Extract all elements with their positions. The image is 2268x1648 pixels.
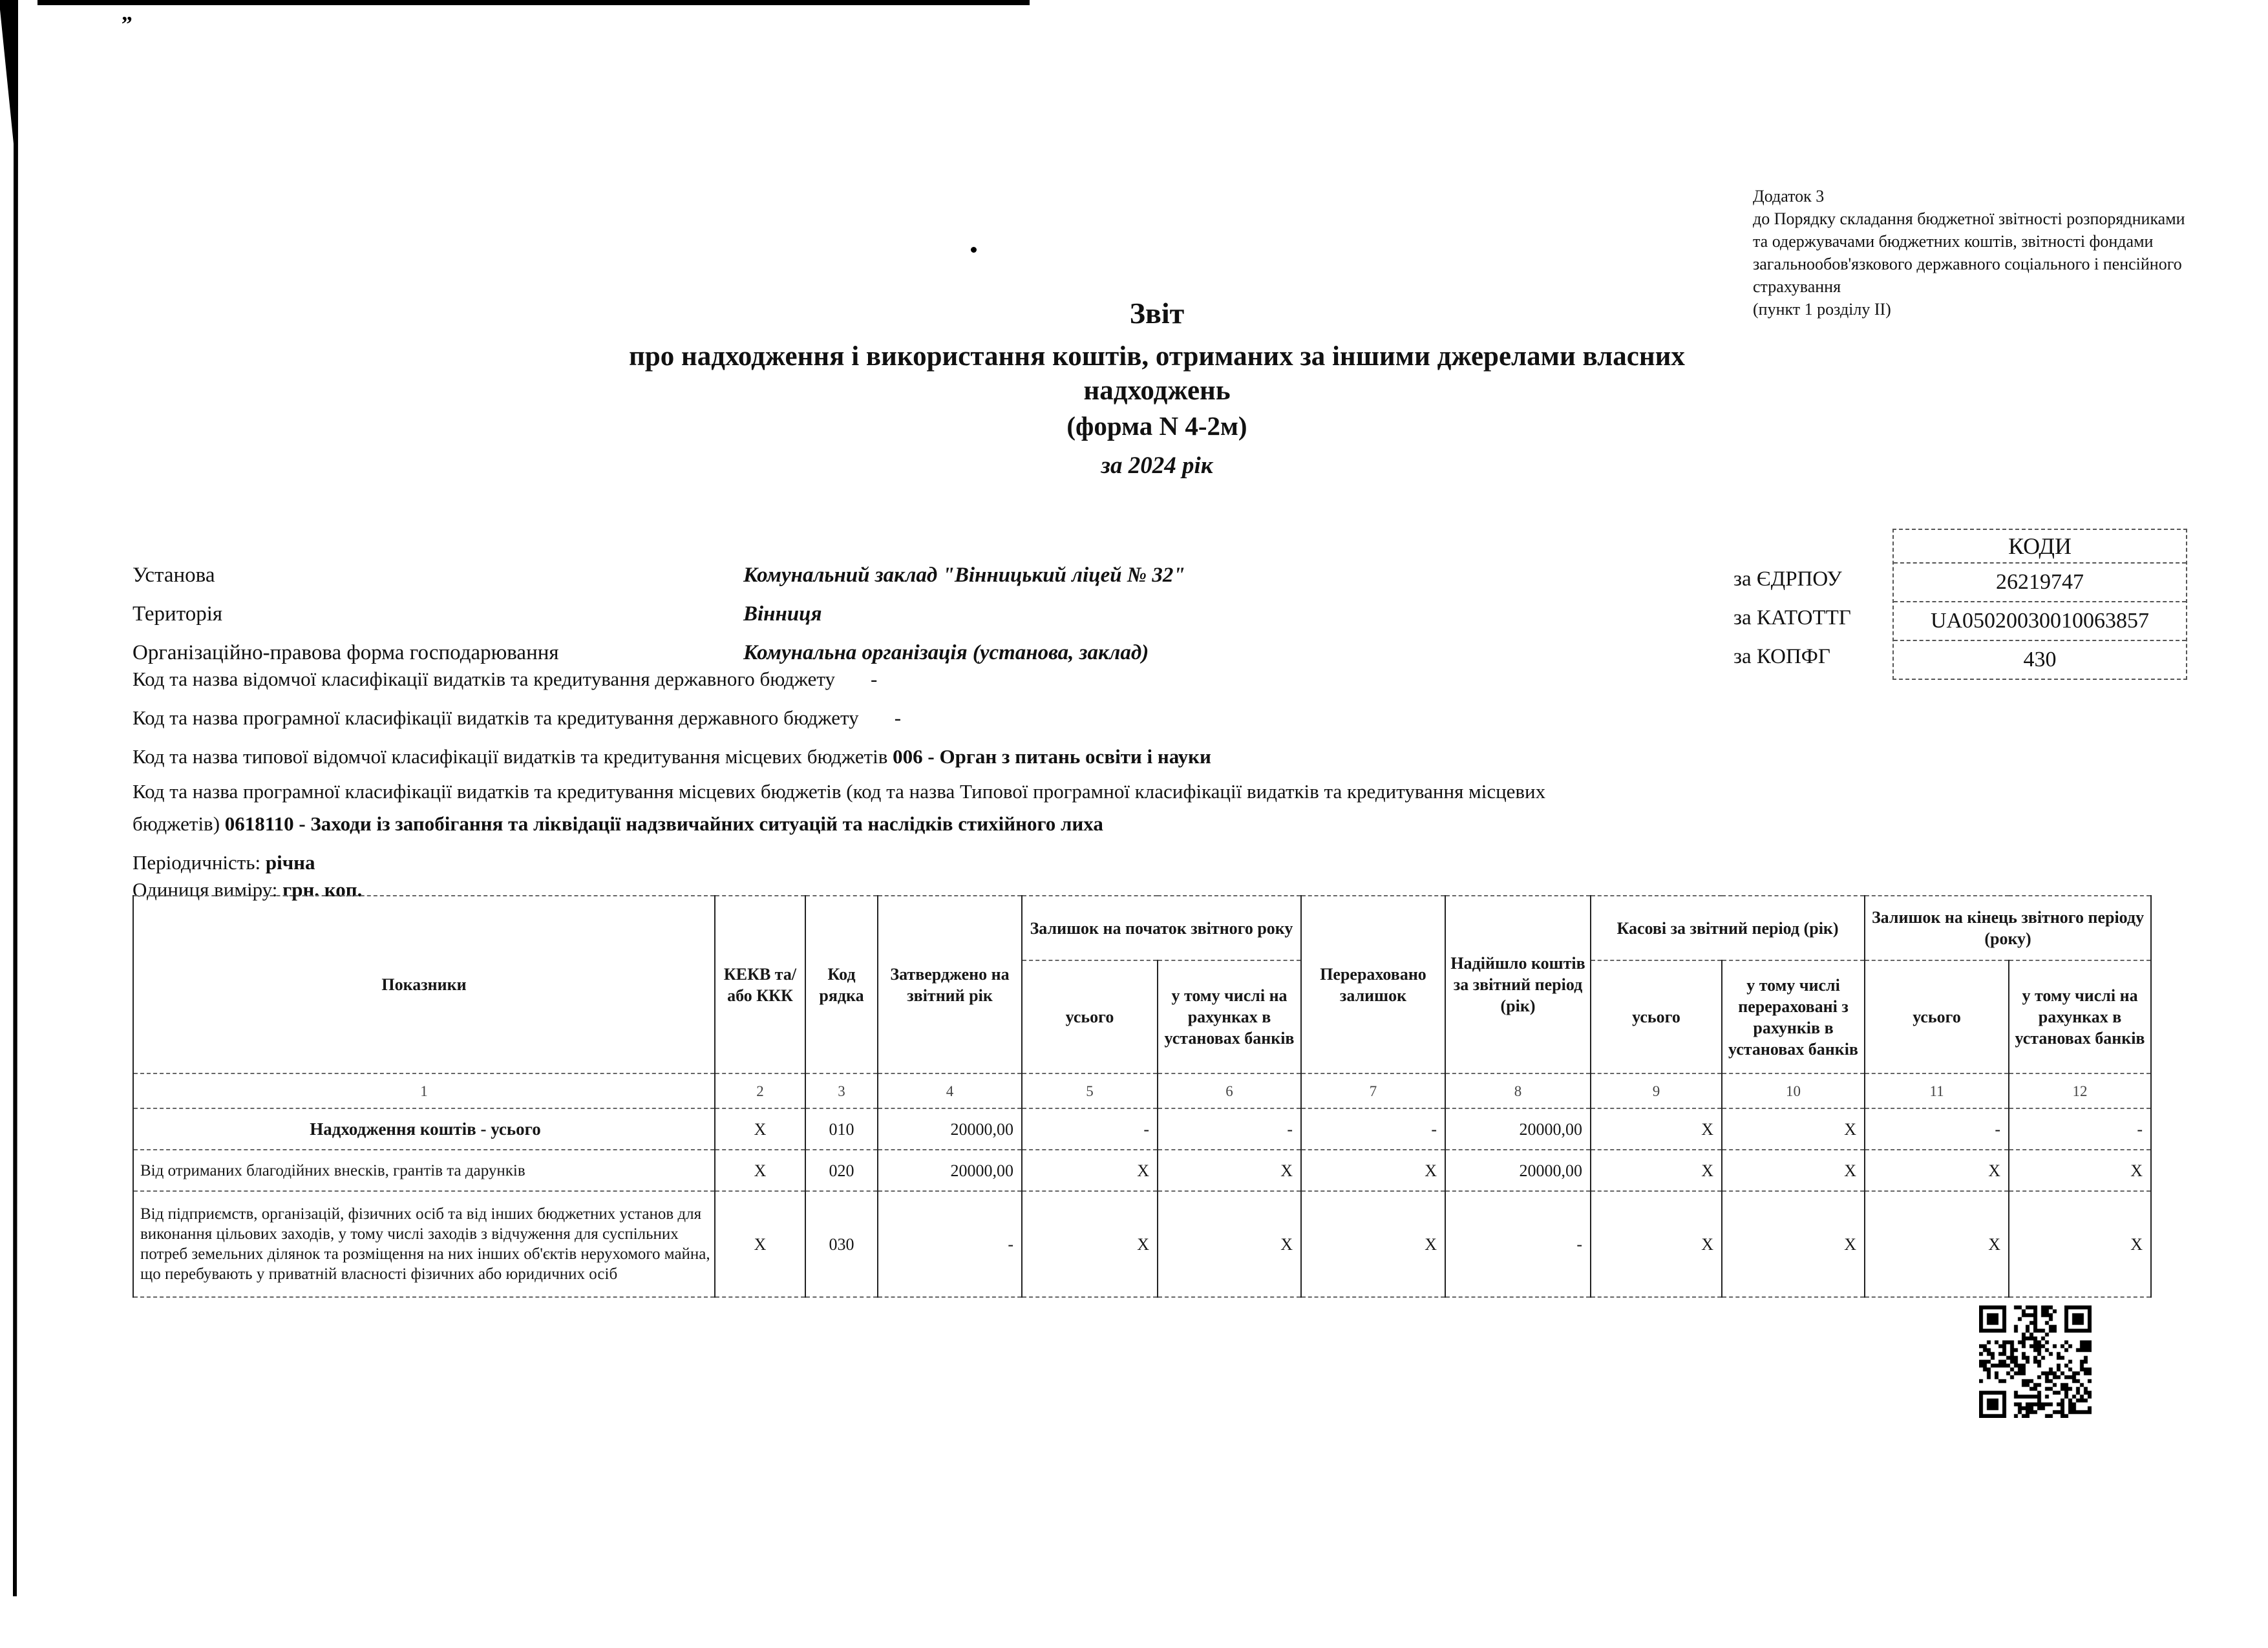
table-cell: X (1865, 1191, 2009, 1297)
scan-artifact-top-line (37, 0, 1030, 5)
classification-text: Код та назва програмної класифікації видатків та кредитування державного бюджету (132, 706, 859, 729)
scan-artifact-mark: „ (122, 1, 132, 25)
group-header-cash: Касові за звітний період (рік) (1591, 896, 1865, 960)
classification-value: - (871, 668, 878, 690)
katottg-value: UA05020030010063857 (1894, 601, 2186, 640)
col-header-transferred: Перераховано залишок (1301, 896, 1445, 1073)
title-form-number: (форма N 4-2м) (1066, 411, 1247, 441)
periodicity-label: Періодичність: (132, 851, 261, 874)
table-cell: 030 (805, 1191, 878, 1297)
table-cell: 010 (805, 1108, 878, 1150)
kopfg-label: за КОПФГ (1733, 645, 1830, 668)
table-cell: X (1722, 1108, 1865, 1150)
table-cell: X (1722, 1191, 1865, 1297)
table-cell: X (1591, 1150, 1722, 1191)
classification-text: Код та назва програмної класифікації видатків та кредитування місцевих бюджетів (код та назва Типової програмної класифікації видатків та кредитування місцевих бюджетів) (132, 780, 1546, 835)
col-header-incl-banks-end: у тому числі на рахунках в установах банків (2009, 960, 2151, 1073)
column-number: 7 (1301, 1073, 1445, 1108)
report-table (132, 895, 2152, 1298)
classification-text: Код та назва типової відомчої класифікації видатків та кредитування місцевих бюджетів (132, 745, 888, 768)
table-cell: X (1865, 1150, 2009, 1191)
annex-line: (пункт 1 розділу II) (1753, 300, 1891, 319)
title-line: про надходження і використання коштів, отриманих за іншими джерелами власних (629, 341, 1685, 372)
column-number: 1 (133, 1073, 715, 1108)
table-row (133, 1108, 2151, 1150)
report-title (61, 296, 2252, 480)
row-indicator: Від підприємств, організацій, фізичних осіб та від інших бюджетних установ для виконання цільових заходів, у тому числі заходів з відчуження для суспільних потреб земельних ділянок та розміщення на них інших об'єктів нерухомого майна, що перебувають у приватній власності фізичних або юридичних осіб (133, 1191, 715, 1297)
table-cell: X (715, 1191, 805, 1297)
scan-artifact-dot (971, 247, 977, 253)
legal-form-value: Комунальна організація (установа, заклад) (743, 641, 1149, 664)
column-number: 10 (1722, 1073, 1865, 1108)
table-cell: 20000,00 (878, 1108, 1022, 1150)
annex-line: до Порядку складання бюджетної звітності розпорядниками (1753, 209, 2185, 228)
classification-text: Код та назва відомчої класифікації видатків та кредитування державного бюджету (132, 668, 836, 690)
title-line: Звіт (1129, 297, 1185, 330)
col-header-total-start: усього (1022, 960, 1158, 1073)
title-period: за 2024 рік (1101, 452, 1213, 479)
table-cell: X (715, 1108, 805, 1150)
group-header-balance-end: Залишок на кінець звітного періоду (року) (1865, 896, 2151, 960)
table-cell: - (878, 1191, 1022, 1297)
column-numbers-row (133, 1073, 2151, 1108)
table-cell: X (715, 1150, 805, 1191)
katottg-label: за КАТОТТГ (1733, 606, 1851, 629)
column-number: 4 (878, 1073, 1022, 1108)
institution-row (132, 564, 1684, 587)
table-row (133, 1191, 2151, 1297)
annex-line: Додаток 3 (1753, 187, 1825, 206)
table-cell: - (2009, 1108, 2151, 1150)
col-header-incl-transferred-banks: у тому числі перераховані з рахунків в установах банків (1722, 960, 1865, 1073)
column-number: 3 (805, 1073, 878, 1108)
table-cell: - (1158, 1108, 1301, 1150)
col-header-incl-banks-start: у тому числі на рахунках в установах банків (1158, 960, 1301, 1073)
col-header-total-end: усього (1865, 960, 2009, 1073)
column-number: 9 (1591, 1073, 1722, 1108)
column-number: 12 (2009, 1073, 2151, 1108)
title-line: надходжень (1083, 375, 1231, 406)
classification-line-2 (132, 702, 1632, 734)
annex-line: страхування (1753, 277, 1841, 296)
table-cell: X (1722, 1150, 1865, 1191)
column-number: 6 (1158, 1073, 1301, 1108)
institution-value: Комунальний заклад "Вінницький ліцей № 32" (743, 564, 1185, 587)
unit-label: Одиниця виміру: (132, 878, 278, 901)
table-cell: - (1445, 1191, 1591, 1297)
table-cell: - (1022, 1108, 1158, 1150)
table-cell: 20000,00 (1445, 1108, 1591, 1150)
codes-box (1892, 529, 2187, 680)
edrpou-value: 26219747 (1894, 562, 2186, 601)
table-cell: 020 (805, 1150, 878, 1191)
col-header-indicators: Показники (133, 896, 715, 1073)
unit-value: грн. коп. (282, 878, 363, 901)
row-indicator: Надходження коштів - усього (133, 1108, 715, 1150)
territory-value: Вінниця (743, 602, 822, 626)
territory-row (132, 602, 1684, 626)
column-number: 5 (1022, 1073, 1158, 1108)
col-header-total-cash: усього (1591, 960, 1722, 1073)
table-cell: X (1022, 1191, 1158, 1297)
annex-line: та одержувачами бюджетних коштів, звітності фондами (1753, 232, 2154, 251)
kopfg-value: 430 (1894, 640, 2186, 679)
codes-header: КОДИ (2008, 533, 2072, 559)
col-header-received: Надійшло коштів за звітний період (рік) (1445, 896, 1591, 1073)
institution-label: Установа (132, 564, 215, 587)
col-header-kekv: КЕКВ та/або ККК (715, 896, 805, 1073)
classification-line-3 (132, 741, 1632, 773)
table-cell: X (1022, 1150, 1158, 1191)
classification-value: - (894, 706, 902, 729)
table-cell: X (1301, 1191, 1445, 1297)
table-cell: 20000,00 (878, 1150, 1022, 1191)
column-number: 8 (1445, 1073, 1591, 1108)
classification-value: 0618110 - Заходи із запобігання та ліквідації надзвичайних ситуацій та наслідків стихійного лиха (224, 812, 1103, 835)
table-cell: X (2009, 1191, 2151, 1297)
column-number: 11 (1865, 1073, 2009, 1108)
table-cell: X (1158, 1150, 1301, 1191)
row-indicator: Від отриманих благодійних внесків, грантів та дарунків (133, 1150, 715, 1191)
classification-line-4 (132, 776, 1632, 840)
table-cell: - (1865, 1108, 2009, 1150)
scan-artifact-left-edge (0, 0, 22, 1596)
table-cell: X (1591, 1191, 1722, 1297)
qr-code (1979, 1305, 2092, 1418)
classification-value: 006 - Орган з питань освіти і науки (893, 745, 1211, 768)
table-cell: X (2009, 1150, 2151, 1191)
table-cell: X (1301, 1150, 1445, 1191)
col-header-approved: Затверджено на звітний рік (878, 896, 1022, 1073)
territory-label: Територія (132, 602, 223, 626)
col-header-row-code: Код рядка (805, 896, 878, 1073)
legal-form-row (132, 641, 1684, 665)
annex-line: загальнообов'язкового державного соціального і пенсійного (1753, 255, 2182, 273)
column-number: 2 (715, 1073, 805, 1108)
classification-line-1 (132, 663, 1632, 695)
table-cell: X (1591, 1108, 1722, 1150)
table-row (133, 1150, 2151, 1191)
edrpou-label: за ЄДРПОУ (1733, 567, 1842, 591)
periodicity-value: річна (265, 851, 315, 874)
group-header-balance-start: Залишок на початок звітного року (1022, 896, 1301, 960)
legal-form-label: Організаційно-правова форма господарювання (132, 641, 559, 664)
table-cell: - (1301, 1108, 1445, 1150)
table-cell: 20000,00 (1445, 1150, 1591, 1191)
table-cell: X (1158, 1191, 1301, 1297)
